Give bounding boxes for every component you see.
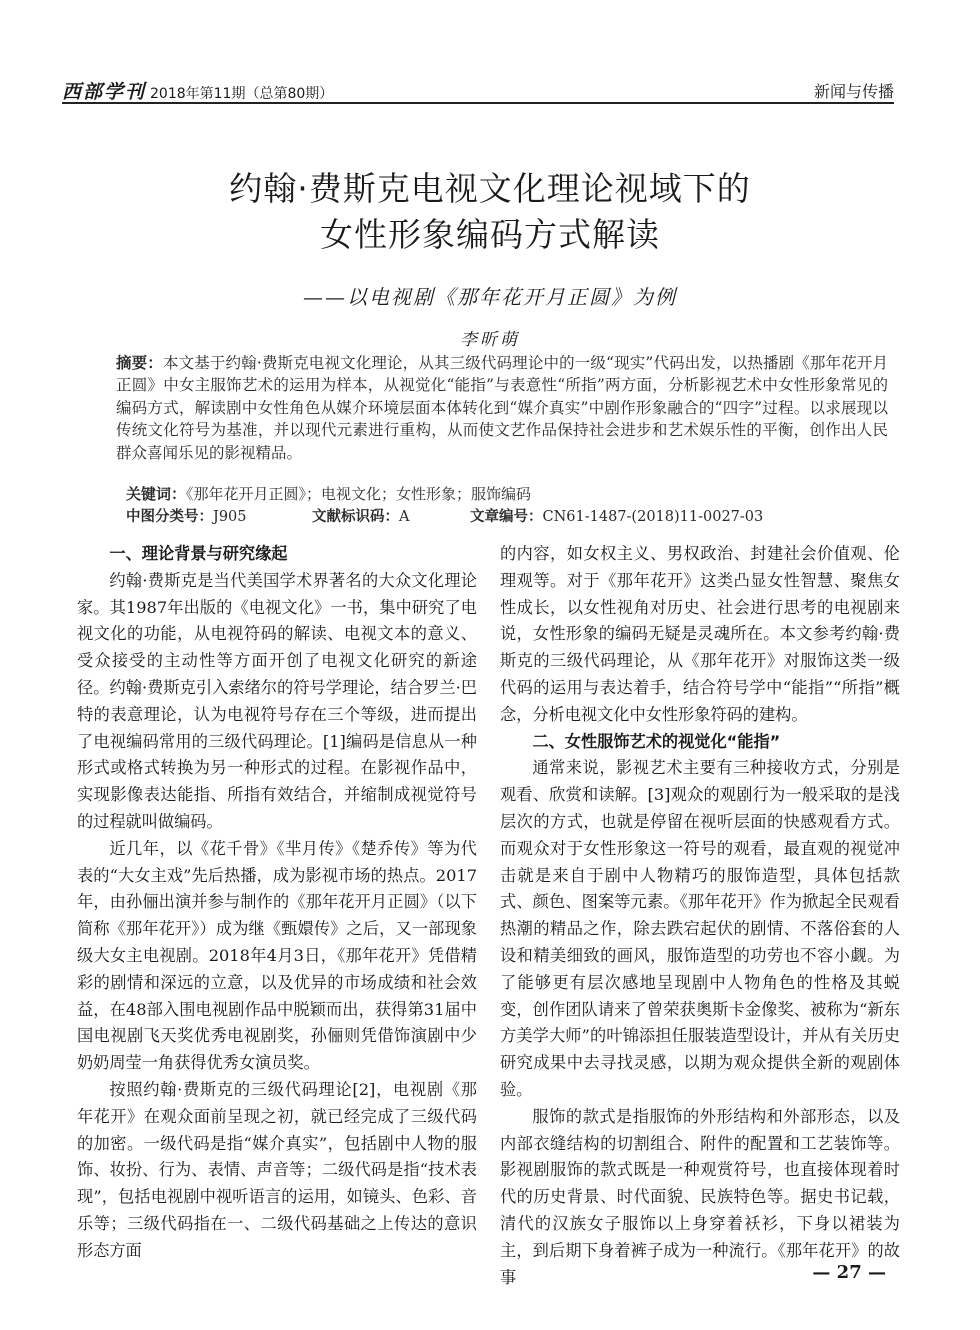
abstract-text: 本文基于约翰·费斯克电视文化理论，从其三级代码理论中的一级“现实”代码出发，以热播剧《那年花开月正圆》中女主服饰艺术的运用为样本，从视觉化“能指”与表意性“所指”两方面，分析影视艺术中女性形象常见的编码方式，解读剧中女性角色从媒介环境层面本体转化到“媒介真实”中剧作形象融合的“四字”过程。以求展现以传统文化符号为基准，并以现代元素进行重构，从而使文艺作品保持社会进步和艺术娱乐性的平衡，创作出人民群众喜闻乐见的影视精品。 bbox=[116, 354, 888, 462]
body-column-left bbox=[77, 541, 477, 1265]
body-paragraph: 约翰·费斯克是当代美国学术界著名的大众文化理论家。其1987年出版的《电视文化》一书，集中研究了电视文化的功能，从电视符码的解读、电视文本的意义、受众接受的主动性等方面开创了电视文化研究的新途径。约翰·费斯克引入索绪尔的符号学理论，结合罗兰·巴特的表意理论，认为电视符号存在三个等级，进而提出了电视编码常用的三级代码理论。[1]编码是信息从一种形式或格式转换为另一种形式的过程。在影视作品中，实现影像表达能指、所指有效结合，并缩制成视觉符号的过程就叫做编码。 bbox=[77, 570, 477, 831]
body-paragraph: 近几年，以《花千骨》《芈月传》《楚乔传》等为代表的“大女主戏”先后热播，成为影视市场的热点。2017年，由孙俪出演并参与制作的《那年花开月正圆》（以下简称《那年花开》）成为继《甄嬛传》之后，又一部现象级大女主电视剧。2018年4月3日，《那年花开》凭借精彩的剧情和深远的立意，以及优异的市场成绩和社会效益，在48部入围电视剧作品中脱颖而出，获得第31届中国电视剧飞天奖优秀电视剧奖，孙俪则凭借饰演剧中少奶奶周莹一角获得优秀女演员奖。 bbox=[77, 838, 477, 1073]
article-no-value: CN61-1487-(2018)11-0027-03 bbox=[542, 509, 764, 525]
header-divider bbox=[62, 102, 894, 104]
clc-value: J905 bbox=[213, 509, 247, 525]
journal-name: 西部学刊 bbox=[62, 81, 147, 103]
body-paragraph: 通常来说，影视艺术主要有三种接收方式，分别是观看、欣赏和读解。[3]观众的观剧行为一般采取的是浅层次的方式，也就是停留在视听层面的快感观看方式。而观众对于女性形象这一符号的观看，最直观的视觉冲击就是来自于剧中人物精巧的服饰造型，具体包括款式、颜色、图案等元素。《那年花开》作为掀起全民观看热潮的精品之作，除去跌宕起伏的剧情、不落俗套的人设和精美细致的画风，服饰造型的功劳也不容小觑。为了能够更有层次感地呈现剧中人物角色的性格及其蜕变，创作团队请来了曾荣获奥斯卡金像奖、被称为“新东方美学大师”的叶锦添担任服装造型设计，并从有关历史研究成果中去寻找灵感，以期为观众提供全新的观剧体验。 bbox=[500, 758, 900, 1099]
keywords-text: 《那年花开月正圆》；电视文化；女性形象；服饰编码 bbox=[186, 485, 532, 503]
header-left bbox=[62, 77, 333, 104]
keywords bbox=[126, 484, 886, 504]
article-number bbox=[470, 507, 763, 527]
article-subtitle: ——以电视剧《那年花开月正圆》为例 bbox=[303, 285, 677, 309]
abstract-label: 摘要： bbox=[116, 354, 163, 372]
abstract bbox=[116, 352, 888, 464]
body-paragraph: 按照约翰·费斯克的三级代码理论[2]，电视剧《那年花开》在观众面前呈现之初，就已经完成了三级代码的加密。一级代码是指“媒介真实”，包括剧中人物的服饰、妆扮、行为、表情、声音等；二级代码是指“技术表现”，包括电视剧中视听语言的运用，如镜头、色彩、音乐等；三级代码指在一、二级代码基础之上传达的意识形态方面 bbox=[77, 1079, 477, 1260]
article-title-line-2: 女性形象编码方式解读 bbox=[320, 215, 660, 254]
section-name: 新闻与传播 bbox=[813, 82, 894, 101]
doc-code-value: A bbox=[399, 509, 410, 525]
doc-code-label: 文献标识码： bbox=[312, 509, 399, 525]
body-paragraph: 服饰的款式是指服饰的外形结构和外部形态，以及内部衣缝结构的切割组合、附件的配置和工艺装饰等。影视剧服饰的款式既是一种观赏符号，也直接体现着时代的历史背景、时代面貌、民族特色等。据史书记载，清代的汉族女子服饰以上身穿着袄衫，下身以裙装为主，到后期下身着裤子成为一种流行。《那年花开》的故事 bbox=[500, 1106, 900, 1287]
author-name: 李昕萌 bbox=[460, 330, 520, 350]
section-heading: 二、女性服饰艺术的视觉化“能指” bbox=[532, 731, 781, 751]
section-heading: 一、理论背景与研究缘起 bbox=[109, 544, 288, 563]
keywords-label: 关键词： bbox=[126, 485, 187, 503]
document-code bbox=[312, 507, 409, 527]
issue-info: 2018年第11期（总第80期） bbox=[150, 86, 334, 102]
clc-number bbox=[126, 507, 247, 527]
page-number: — 27 — bbox=[812, 1262, 886, 1283]
article-no-label: 文章编号： bbox=[470, 509, 543, 525]
body-column-right bbox=[500, 541, 900, 1291]
article-title-line-1: 约翰·费斯克电视文化理论视域下的 bbox=[229, 169, 751, 208]
clc-label: 中图分类号： bbox=[126, 509, 213, 525]
body-paragraph: 的内容，如女权主义、男权政治、封建社会价值观、伦理观等。对于《那年花开》这类凸显女性智慧、聚焦女性成长，以女性视角对历史、社会进行思考的电视剧来说，女性形象的编码无疑是灵魂所在。本文参考约翰·费斯克的三级代码理论，从《那年花开》对服饰这类一级代码的运用与表达着手，结合符号学中“能指”“所指”概念，分析电视文化中女性形象符码的建构。 bbox=[500, 544, 900, 724]
